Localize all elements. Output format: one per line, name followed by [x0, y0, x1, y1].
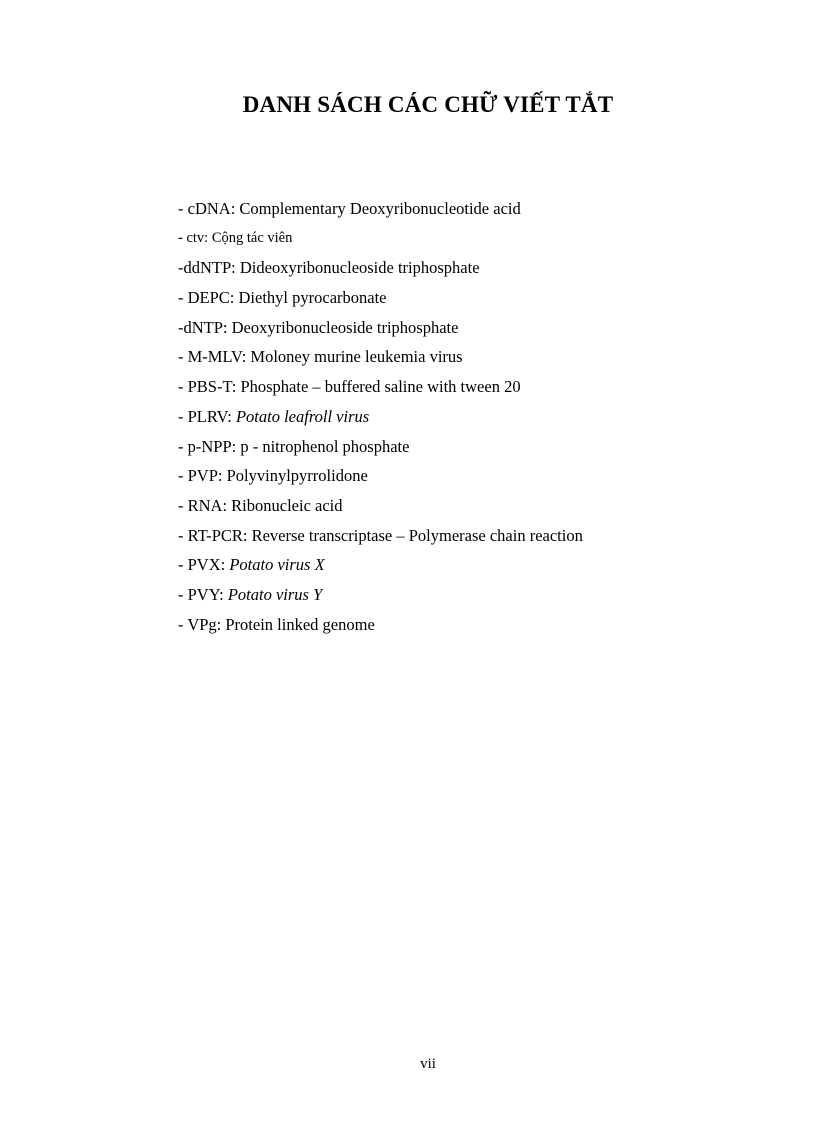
item-prefix: -	[178, 317, 184, 337]
item-text: dNTP: Deoxyribonucleoside triphosphate	[183, 317, 459, 337]
abbreviation-item-m-mlv	[178, 342, 583, 372]
abbreviation-item-p-npp	[178, 432, 583, 462]
abbreviation-item-pvp	[178, 461, 583, 491]
item-prefix: -	[178, 495, 188, 515]
abbreviation-item-rna	[178, 491, 583, 521]
abbreviation-item-vpg	[178, 610, 583, 640]
abbreviation-item-ctv	[178, 224, 583, 254]
item-prefix: -	[178, 466, 188, 486]
item-text: PVX:	[187, 555, 230, 575]
item-italic: Potato virus Y	[227, 584, 323, 604]
item-text: PLRV:	[187, 406, 236, 426]
item-text: cDNA: Complementary Deoxyribonucleotide acid	[187, 199, 521, 218]
abbreviation-item-pbs-t	[178, 372, 583, 402]
item-text: p-NPP: p - nitrophenol phosphate	[187, 436, 410, 456]
page-number: vii	[420, 1056, 436, 1072]
item-text: VPg: Protein linked genome	[187, 614, 375, 634]
item-text: DEPC: Diethyl pyrocarbonate	[187, 288, 387, 308]
item-italic: Potato virus X	[229, 555, 325, 575]
abbreviation-item-ddntp	[178, 253, 583, 283]
page-title: DANH SÁCH CÁC CHỮ VIẾT TẮT	[242, 92, 614, 117]
item-text: ddNTP: Dideoxyribonucleoside triphosphate	[183, 258, 480, 278]
abbreviation-list	[178, 194, 583, 639]
abbreviation-item-plrv	[178, 402, 583, 432]
item-prefix: -	[178, 229, 187, 246]
item-text: RT-PCR: Reverse transcriptase – Polymerase chain reaction	[187, 525, 583, 545]
abbreviation-item-pvx	[178, 550, 583, 580]
item-prefix: -	[178, 555, 188, 575]
abbreviation-item-rt-pcr	[178, 521, 583, 551]
item-prefix: -	[178, 525, 188, 545]
item-prefix: -	[178, 406, 188, 426]
item-text: PVP: Polyvinylpyrrolidone	[187, 466, 368, 486]
item-text: RNA: Ribonucleic acid	[187, 495, 343, 515]
abbreviation-item-cdna	[178, 194, 583, 224]
item-prefix: -	[178, 584, 188, 604]
item-prefix: -	[178, 288, 188, 308]
item-prefix: -	[178, 614, 188, 634]
item-text: PVY:	[187, 584, 228, 604]
abbreviation-item-pvy	[178, 580, 583, 610]
item-text: PBS-T: Phosphate – buffered saline with tween 20	[187, 377, 521, 397]
item-prefix: -	[178, 258, 184, 278]
item-text: M-MLV: Moloney murine leukemia virus	[187, 347, 463, 367]
abbreviation-item-depc	[178, 283, 583, 313]
item-prefix: -	[178, 377, 188, 397]
item-prefix: -	[178, 436, 188, 456]
item-prefix: -	[178, 199, 188, 218]
item-italic: Potato leafroll virus	[235, 406, 370, 426]
item-text: ctv: Cộng tác viên	[186, 229, 293, 246]
abbreviation-item-dntp	[178, 313, 583, 343]
item-prefix: -	[178, 347, 188, 367]
